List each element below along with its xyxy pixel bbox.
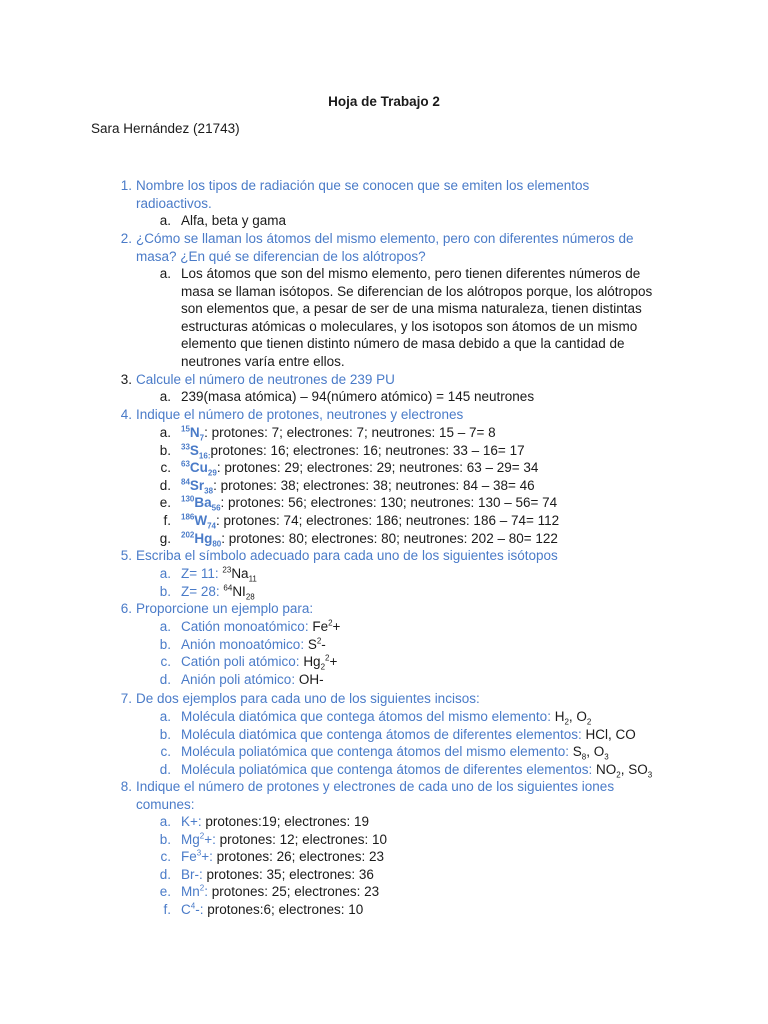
charge-sign: +	[329, 654, 338, 670]
element-symbol: W	[194, 513, 208, 528]
question-number: 2.	[120, 231, 132, 246]
answer-letter: d.	[159, 477, 171, 493]
formula-subscript: 2	[586, 717, 592, 727]
answer-text	[181, 424, 661, 442]
question-text: Nombre los tipos de radiación que se conocen que se emiten los elementos radioactivos.	[136, 178, 590, 211]
answer-text	[181, 848, 661, 866]
answer-letter: a.	[159, 425, 171, 440]
author-line: Sara Hernández (21743)	[91, 121, 240, 136]
answer-text: 239(masa atómica) – 94(número atómico) = 145 neutrones	[181, 389, 535, 404]
answer-text	[181, 813, 661, 831]
ion-symbol: Mg	[181, 831, 200, 847]
mass-number: 23	[222, 565, 232, 575]
answer-letter: c.	[160, 849, 171, 865]
formula-part: , O	[568, 709, 587, 724]
mass-number: 202	[181, 530, 195, 540]
answer-letter: d.	[159, 761, 171, 777]
answer-text	[181, 653, 661, 671]
answer-letter: d.	[159, 671, 171, 687]
formula-subscript: 3	[647, 770, 653, 780]
charge-superscript: 2	[199, 883, 205, 893]
charge-sign: -:	[195, 902, 208, 917]
answer-letter: a.	[159, 566, 171, 581]
answer-formula: S	[307, 636, 317, 652]
atomic-number: 29	[207, 468, 217, 478]
question-number: 5.	[120, 548, 132, 563]
answer-formula: OH-	[298, 671, 324, 687]
answer-letter: g.	[159, 530, 171, 546]
question-text: Indique el número de protones, neutrones y electrones	[136, 407, 464, 422]
mass-number: 63	[181, 459, 190, 469]
element-symbol: NI	[232, 583, 246, 599]
answer-text: protones: 12; electrones: 10	[219, 831, 387, 847]
atomic-number: 56	[211, 504, 221, 514]
item-label: Anión monoatómico:	[181, 636, 308, 652]
element-symbol: Cu	[189, 460, 208, 476]
charge-superscript: 2	[316, 636, 322, 646]
answer-letter: a.	[159, 619, 171, 634]
answer-text	[181, 636, 661, 654]
formula-part: H	[554, 709, 565, 724]
ion-symbol: Mn	[181, 884, 200, 900]
answer-text: protones: 25; electrones: 23	[211, 884, 380, 900]
answer-text	[181, 883, 661, 901]
element-symbol: Na	[231, 566, 249, 581]
calculation-text: : protones: 7; electrones: 7; neutrones: 15 – 7= 8	[204, 425, 496, 440]
question-text: Proporcione un ejemplo para:	[136, 601, 314, 616]
formula-part: , SO	[620, 761, 648, 777]
answer-text	[181, 726, 741, 744]
calculation-text: : protones: 29; electrones: 29; neutrones: 63 – 29= 34	[216, 460, 539, 476]
calculation-text: protones: 16; electrones: 16; neutrones: 33 – 16= 17	[210, 442, 525, 458]
answer-letter: a.	[159, 213, 171, 228]
question-number: 4.	[120, 407, 132, 422]
answer-letter: c.	[160, 654, 171, 670]
item-label: Z= 11:	[181, 566, 223, 581]
answer-text: protones: 35; electrones: 36	[206, 866, 374, 882]
mass-number: 64	[223, 583, 233, 593]
charge-sign: +	[332, 619, 341, 634]
answer-text	[181, 512, 661, 530]
ion-symbol: Br-	[181, 866, 199, 882]
question-text: De dos ejemplos para cada uno de los siguientes incisos:	[136, 691, 480, 706]
page-title: Hoja de Trabajo 2	[328, 94, 440, 109]
answer-text	[181, 671, 661, 689]
answer-letter: a.	[159, 389, 171, 404]
atomic-number: 74	[207, 521, 217, 531]
question-text: Calcule el número de neutrones de 239 PU	[136, 372, 395, 387]
atomic-number: 7	[199, 433, 205, 443]
question-text: Indique el número de protones y electrones de cada uno de los siguientes iones comunes:	[136, 779, 615, 812]
question-number: 3.	[120, 372, 132, 387]
answer-letter: f.	[163, 513, 171, 528]
answer-letter: f.	[163, 902, 171, 917]
mass-number: 186	[181, 512, 195, 522]
answer-letter: b.	[159, 831, 171, 847]
charge-sign: +:	[204, 831, 220, 847]
answer-letter: b.	[159, 726, 171, 742]
item-label: Molécula diatómica que contega átomos del mismo elemento:	[181, 709, 555, 724]
charge-superscript: 2	[199, 831, 205, 841]
answer-text	[181, 565, 661, 583]
charge-superscript: 2	[328, 618, 333, 628]
item-label: Z= 28:	[181, 583, 224, 599]
answer-letter: e.	[159, 495, 171, 511]
element-symbol: Sr	[189, 477, 205, 493]
formula-part: S	[572, 744, 582, 760]
charge-sign: -	[321, 636, 326, 652]
formula-subscript: 2	[320, 662, 326, 672]
answer-text	[181, 530, 661, 548]
answer-text: protones:19; electrones: 19	[205, 814, 370, 829]
item-label: Molécula poliatómica que contenga átomos del mismo elemento:	[181, 744, 573, 760]
answer-letter: b.	[159, 636, 171, 652]
charge-superscript: 2	[325, 653, 330, 663]
item-label: Catión monoatómico:	[181, 619, 313, 634]
ion-symbol: C	[181, 902, 191, 917]
answer-text	[181, 743, 741, 761]
question-text: ¿Cómo se llaman los átomos del mismo elemento, pero con diferentes números de masa? ¿En qué se diferencian de los alótropos?	[136, 231, 634, 264]
answer-text	[181, 901, 661, 919]
answer-letter: b.	[159, 442, 171, 458]
question-number: 1.	[120, 178, 132, 193]
mass-number: 84	[181, 477, 190, 487]
answer-text	[181, 708, 741, 726]
formula-part: NO	[596, 761, 617, 777]
charge-sign: :	[197, 814, 206, 829]
question-number: 8.	[120, 779, 132, 794]
calculation-text: : protones: 80; electrones: 80; neutrones: 202 – 80= 122	[221, 530, 558, 546]
charge-superscript: 3	[196, 848, 202, 858]
answer-text: Los átomos que son del mismo elemento, pero tienen diferentes números de masa se llaman isótopos. Se diferencian de los alótropos porque, los alótropos son elementos que, a pesar de ser de una misma naturaleza, tienen distintas estructuras atómicas o moleculares, y los isotopos son átomos de un mismo elemento que tienen distinto número de masa debido a que la cantidad de neutrones varía entre ellos.	[181, 266, 653, 369]
answer-formula: Hg	[303, 654, 321, 670]
calculation-text: : protones: 74; electrones: 186; neutrones: 186 – 74= 112	[216, 513, 560, 528]
mass-number: 33	[181, 442, 190, 452]
item-label: Catión poli atómico:	[181, 654, 304, 670]
formula-subscript: 2	[616, 770, 621, 780]
formula-subscript: 8	[581, 752, 587, 762]
answer-letter: c.	[160, 744, 171, 760]
ion-symbol: Fe	[181, 849, 197, 865]
answer-letter: a.	[159, 266, 171, 281]
answer-letter: b.	[159, 583, 171, 599]
atomic-number: 28	[245, 592, 255, 602]
calculation-text: : protones: 56; electrones: 130; neutrones: 130 – 56= 74	[220, 495, 558, 511]
answer-text	[181, 761, 741, 779]
atomic-number: 16:	[198, 451, 211, 461]
atomic-number: 38	[204, 486, 214, 496]
question-number: 6.	[120, 601, 132, 616]
answer-text	[181, 477, 661, 495]
element-symbol: Ba	[194, 495, 212, 511]
item-label: Anión poli atómico:	[181, 671, 299, 687]
element-symbol: N	[189, 425, 200, 440]
answer-text: protones:6; electrones: 10	[207, 902, 364, 917]
answer-letter: a.	[159, 709, 171, 724]
charge-superscript: 4	[190, 901, 196, 911]
answer-letter: a.	[159, 814, 171, 829]
answer-text	[181, 831, 661, 849]
atomic-number: 11	[248, 574, 257, 584]
answer-formula: Fe	[312, 619, 329, 634]
answer-letter: c.	[160, 460, 171, 476]
answer-text: protones: 26; electrones: 23	[216, 849, 384, 865]
answer-text	[181, 494, 661, 512]
charge-sign: +:	[201, 849, 217, 865]
answer-text	[181, 618, 661, 636]
item-label: Molécula poliatómica que contenga átomos de diferentes elementos:	[181, 761, 596, 777]
answer-text	[181, 866, 661, 884]
element-symbol: S	[189, 442, 199, 458]
answer-text	[181, 442, 661, 460]
answer-formula: HCl, CO	[585, 726, 636, 742]
mass-number: 130	[181, 494, 195, 504]
question-number: 7.	[120, 691, 132, 706]
answer-text	[181, 583, 661, 601]
item-label: Molécula diatómica que contenga átomos de diferentes elementos:	[181, 726, 586, 742]
element-symbol: Hg	[194, 530, 213, 546]
question-text: Escriba el símbolo adecuado para cada uno de los siguientes isótopos	[136, 548, 558, 563]
mass-number: 15	[181, 424, 190, 434]
formula-part: , O	[586, 744, 605, 760]
formula-subscript: 2	[564, 717, 569, 727]
answer-letter: e.	[159, 884, 171, 900]
answer-text	[181, 459, 661, 477]
answer-letter: d.	[159, 866, 171, 882]
atomic-number: 80	[212, 539, 222, 549]
charge-sign: :	[199, 866, 207, 882]
calculation-text: : protones: 38; electrones: 38; neutrones: 84 – 38= 46	[213, 477, 535, 493]
formula-subscript: 3	[604, 752, 609, 762]
answer-text: Alfa, beta y gama	[181, 213, 287, 228]
ion-symbol: K+	[181, 814, 198, 829]
charge-sign: :	[204, 884, 212, 900]
